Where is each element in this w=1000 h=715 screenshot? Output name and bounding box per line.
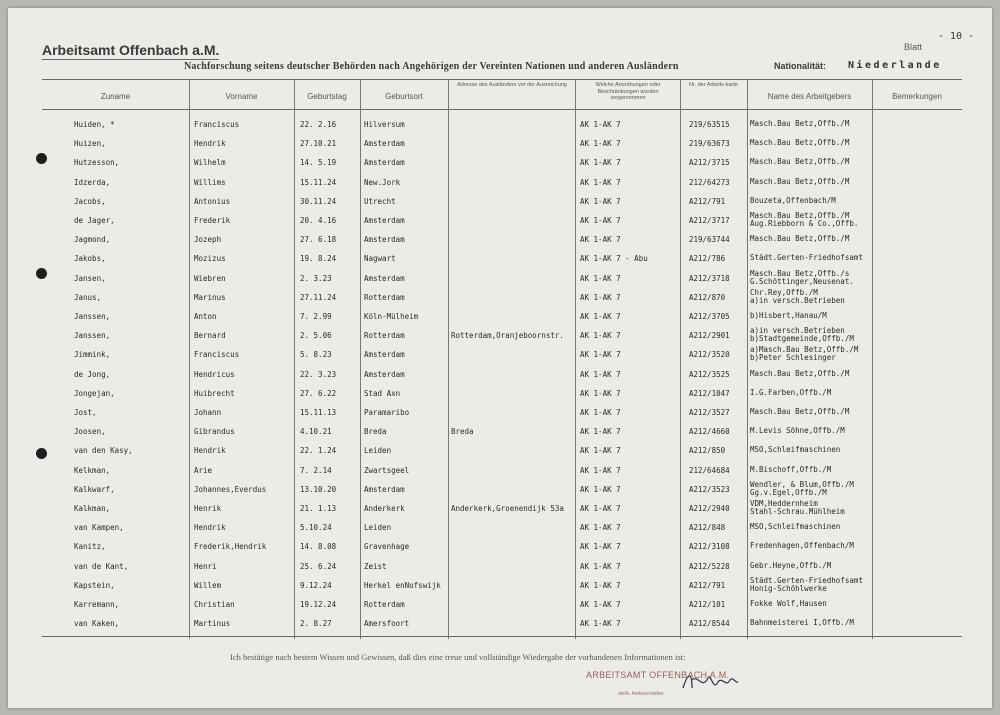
cell-card-number: A212/2940 [689,504,730,513]
cell-employer: Städt.Gerten-Friedhofsamt [750,575,863,585]
cell-measures: AK 1-AK 7 [580,177,621,187]
cell-address: Breda [451,427,474,437]
cell-birthdate: 22. 1.24 [300,446,337,456]
cell-employer: Masch.Bau Betz,Offb./M [750,119,850,128]
cell-measures: AK 1-AK 7 [580,331,621,341]
table-header-border [42,109,962,110]
cell-firstname: Gibrandus [194,427,235,437]
cell-birthplace: Hilversum [364,120,405,129]
cell-firstname: Johann [194,408,222,417]
cell-card-number: A212/4660 [689,427,730,437]
cell-employer: b)Peter Schlesinger [750,353,836,363]
cell-birthdate: 21. 1.13 [300,504,337,513]
cell-employer: Masch.Bau Betz,Offb./M [750,368,850,378]
cell-employer: Städt.Gerten-Friedhofsamt [750,253,863,263]
cell-card-number: A212/3520 [689,350,730,360]
cell-birthplace: Paramaribo [364,408,410,417]
table-bottom-border [42,636,962,637]
cell-birthplace: Amsterdam [364,139,405,149]
cell-surname: Jacobs, [74,196,106,206]
cell-measures: AK 1-AK 7 [580,465,621,475]
cell-firstname: Wilhelm [194,158,226,168]
cell-firstname: Huibrecht [194,388,235,398]
cell-birthdate: 13.10.20 [300,484,337,494]
cell-surname: Jimmink, [74,350,111,360]
cell-firstname: Marinus [194,292,226,302]
document-title: Nachforschung seitens deutscher Behörden nach Angehörigen der Vereinten Nationen und anderen Ausländern [184,61,679,72]
cell-card-number: A212/791 [689,196,726,206]
cell-card-number: 219/63515 [689,120,730,129]
cell-card-number: A212/786 [689,254,726,264]
cell-surname: de Jong, [74,369,111,379]
cell-birthplace: Amsterdam [364,216,405,225]
cell-employer: a)in versch.Betrieben [750,326,845,336]
cell-employer: b)Hisbert,Hanau/M [750,311,827,320]
cell-measures: AK 1-AK 7 [580,484,621,494]
column-header-employer: Name des Arbeitgebers [767,92,852,101]
cell-birthplace: Rotterdam [364,292,405,302]
cell-birthdate: 30.11.24 [300,196,337,206]
cell-surname: Kalkwarf, [74,484,115,494]
cell-birthdate: 27.10.21 [300,139,337,149]
cell-card-number: A212/8544 [689,619,730,629]
column-header-address: Adresse des Ausländers vor der Ausreichung [457,82,567,88]
certification-text: Ich bestätige nach bestem Wissen und Gewissen, daß dies eine treue und vollständige Wiedergabe der vorhandenen Informationen ist: [230,652,686,662]
column-header-surname: Zuname [100,92,131,101]
cell-birthdate: 9.12.24 [300,580,332,590]
punch-hole [36,153,47,164]
cell-surname: Kanitz, [74,542,106,552]
column-divider [360,79,361,639]
cell-measures: AK 1-AK 7 [580,446,621,456]
cell-birthplace: Anderkerk [364,504,405,513]
cell-birthdate: 15.11.13 [300,408,337,417]
cell-birthdate: 22. 2.16 [300,120,337,129]
cell-birthdate: 19.12.24 [300,600,337,609]
cell-birthdate: 15.11.24 [300,177,337,187]
cell-birthdate: 22. 3.23 [300,369,337,379]
cell-measures: AK 1-AK 7 [580,312,621,321]
cell-birthplace: Leiden [364,523,392,533]
cell-surname: van den Kasy, [74,446,133,456]
cell-birthdate: 25. 6.24 [300,561,337,571]
cell-firstname: Johannes,Everdus [194,484,267,494]
document-page [8,8,992,708]
cell-measures: AK 1-AK 7 [580,120,621,129]
cell-employer: Masch.Bau Betz,Offb./M [750,176,850,186]
cell-employer: Masch.Bau Betz,Offb./M [750,157,850,167]
cell-card-number: A212/3717 [689,216,730,225]
column-header-birthdate: Geburtstag [307,92,347,101]
cell-birthplace: Amsterdam [364,273,405,283]
cell-measures: AK 1-AK 7 [580,523,621,533]
cell-surname: Huiden, * [74,120,115,129]
cell-employer: Masch.Bau Betz,Offb./M [750,234,850,244]
cell-birthplace: Rotterdam [364,331,405,341]
cell-card-number: A212/1047 [689,388,730,398]
cell-employer: M.Bischoff,Offb./M [750,464,832,474]
cell-firstname: Hendricus [194,369,235,379]
cell-measures: AK 1-AK 7 [580,542,621,552]
cell-employer: Honig-Schöhlwerke [750,583,827,593]
cell-surname: Jost, [74,408,97,417]
cell-card-number: A212/850 [689,446,726,456]
cell-measures: AK 1-AK 7 [580,196,621,206]
cell-birthplace: Amsterdam [364,484,405,494]
column-divider [575,79,576,639]
cell-birthplace: Köln-Mülheim [364,312,419,321]
cell-birthdate: 7. 2.99 [300,312,332,321]
cell-employer: Gebr.Heyne,Offb./M [750,560,832,570]
cell-card-number: 212/64273 [689,177,730,187]
cell-employer: Gg.v.Egel,Offb./M [750,487,827,497]
cell-surname: Janssen, [74,331,111,341]
cell-firstname: Frederik [194,216,231,225]
cell-birthplace: Amsterdam [364,350,405,360]
cell-measures: AK 1-AK 7 [580,427,621,437]
cell-employer: Masch.Bau Betz,Offb./M [750,211,850,220]
cell-birthdate: 5. 8.23 [300,350,332,360]
column-divider [448,79,449,639]
cell-card-number: A212/101 [689,600,726,609]
cell-firstname: Wiebren [194,273,226,283]
cell-employer: M.Levis Söhne,Offb./M [750,426,845,436]
cell-employer: a)Masch.Bau Betz,Offb./M [750,345,859,355]
cell-card-number: 219/63744 [689,235,730,245]
column-header-card-number: Nr. der Arbeits-karte [689,82,738,88]
cell-birthplace: Herkel enNofswijk [364,580,441,590]
cell-surname: Janssen, [74,312,111,321]
cell-measures: AK 1-AK 7 [580,292,621,302]
cell-firstname: Frederik,Hendrik [194,542,267,552]
cell-employer: Chr.Rey,Offb./M [750,287,818,297]
cell-measures: AK 1-AK 7 [580,158,621,168]
cell-employer: Stahl-Schrau.Mühlheim [750,507,845,516]
cell-measures: AK 1-AK 7 [580,139,621,149]
cell-card-number: A212/3715 [689,158,730,168]
column-divider [294,79,295,639]
cell-surname: Hutzesson, [74,158,120,168]
cell-birthplace: Leiden [364,446,392,456]
cell-birthplace: Nagwart [364,254,396,264]
cell-birthplace: Rotterdam [364,600,405,609]
column-divider [189,79,190,639]
column-header-measures: Welche Anordnungen oder Beschränkungen wurden vorgenommen [595,82,661,101]
cell-measures: AK 1-AK 7 [580,235,621,245]
cell-surname: Joosen, [74,427,106,437]
cell-firstname: Anton [194,312,217,321]
column-divider [747,79,748,639]
handwritten-signature [680,668,740,696]
cell-firstname: Martinus [194,619,231,629]
cell-birthdate: 27. 6.22 [300,388,337,398]
office-stamp: ARBEITSAMT OFFENBACH A.M. [586,670,730,680]
cell-measures: AK 1-AK 7 [580,504,621,513]
cell-card-number: A212/3523 [689,484,730,494]
cell-birthdate: 2. 3.23 [300,273,332,283]
cell-surname: Kalkman, [74,504,111,513]
column-divider [680,79,681,639]
cell-birthdate: 2. 5.06 [300,331,332,341]
cell-firstname: Willims [194,177,226,187]
cell-card-number: A212/3108 [689,542,730,552]
cell-firstname: Mozizus [194,254,226,264]
cell-surname: van Kampen, [74,523,124,533]
nationality-value: Niederlande [848,60,942,71]
cell-card-number: A212/3718 [689,273,730,283]
cell-employer: Masch.Bau Betz,Offb./M [750,138,850,148]
cell-firstname: Hendrik [194,139,226,149]
cell-firstname: Willem [194,580,222,590]
cell-card-number: A212/2901 [689,331,730,341]
cell-employer: a)in versch.Betrieben [750,295,845,305]
cell-birthdate: 27. 6.18 [300,235,337,245]
cell-birthdate: 14. 5.19 [300,158,337,168]
cell-birthplace: Breda [364,427,387,437]
cell-birthplace: New.Jork [364,177,401,187]
cell-firstname: Christian [194,600,235,609]
cell-employer: Wendler, & Blum,Offb./M [750,479,854,489]
cell-card-number: 212/64684 [689,465,730,475]
cell-birthplace: Zwartsgeel [364,465,410,475]
cell-employer: Fokke Wolf,Hausen [750,599,827,608]
cell-firstname: Antonius [194,196,231,206]
cell-birthdate: 2. 8.27 [300,619,332,629]
cell-employer: MSO,Schleifmaschinen [750,445,841,455]
cell-firstname: Franciscus [194,120,240,129]
cell-employer: Masch.Bau Betz,Offb./M [750,407,850,416]
cell-birthplace: Amsterdam [364,158,405,168]
table-top-border [42,79,962,80]
sheet-label: Blatt [904,42,923,52]
cell-birthdate: 4.10.21 [300,427,332,437]
sheet-number: - 10 - [938,31,975,42]
cell-surname: van de Kant, [74,561,129,571]
cell-firstname: Jozeph [194,235,222,245]
cell-employer: Masch.Bau Betz,Offb./s [750,268,850,278]
cell-surname: Kelkman, [74,465,111,475]
column-header-remarks: Bemerkungen [892,92,942,101]
nationality-label: Nationalität: [774,61,827,71]
cell-firstname: Arie [194,465,213,475]
cell-card-number: A212/3527 [689,408,730,417]
cell-employer: MSO,Schleifmaschinen [750,522,841,532]
cell-employer: I.G.Farben,Offb./M [750,387,832,397]
cell-measures: AK 1-AK 7 [580,408,621,417]
cell-measures: AK 1-AK 7 [580,216,621,225]
cell-employer: Bahnmeisterei I,Offb./M [750,618,854,628]
cell-firstname: Henrik [194,504,222,513]
cell-surname: Jansen, [74,273,106,283]
cell-card-number: A212/870 [689,292,726,302]
cell-measures: AK 1-AK 7 - Abu [580,254,648,264]
cell-birthplace: Gravenhage [364,542,410,552]
punch-hole [36,268,47,279]
cell-surname: de Jager, [74,216,115,225]
cell-birthdate: 27.11.24 [300,292,337,302]
column-divider [872,79,873,639]
cell-birthdate: 5.10.24 [300,523,332,533]
cell-birthplace: Amsterdam [364,369,405,379]
cell-birthplace: Amsterdam [364,235,405,245]
cell-surname: Kapstein, [74,580,115,590]
cell-employer: Aug.Riebborn & Co.,Offb. [750,219,859,228]
cell-surname: Janus, [74,292,102,302]
cell-measures: AK 1-AK 7 [580,369,621,379]
cell-card-number: A212/5228 [689,561,730,571]
cell-card-number: 219/63673 [689,139,730,149]
cell-employer: Bouzeta,Offenbach/M [750,195,836,205]
cell-birthdate: 7. 2.14 [300,465,332,475]
cell-employer: b)Stadtgemeinde,Offb./M [750,334,854,344]
cell-card-number: A212/848 [689,523,726,533]
cell-surname: Huizen, [74,139,106,149]
stamp-subtext: stellv. Amtsvorsteher [618,691,664,697]
cell-birthplace: Utrecht [364,196,396,206]
cell-firstname: Hendrik [194,446,226,456]
cell-measures: AK 1-AK 7 [580,561,621,571]
cell-measures: AK 1-AK 7 [580,600,621,609]
cell-firstname: Hendrik [194,523,226,533]
office-name: Arbeitsamt Offenbach a.M. [42,42,220,58]
cell-employer: Fredenhagen,Offenbach/M [750,541,854,551]
cell-measures: AK 1-AK 7 [580,273,621,283]
cell-surname: Jongejan, [74,388,115,398]
cell-card-number: A212/791 [689,580,726,590]
cell-surname: van Kaken, [74,619,120,629]
cell-measures: AK 1-AK 7 [580,619,621,629]
cell-card-number: A212/3705 [689,312,730,321]
column-header-firstname: Vorname [225,92,258,101]
cell-surname: Jakobs, [74,254,106,264]
cell-employer: G.Schöttinger,Neusenat. [750,276,854,286]
cell-address: Anderkerk,Groenendijk 53a [451,504,564,513]
cell-surname: Idzerda, [74,177,111,187]
cell-address: Rotterdam,Oranjeboornstr. [451,331,564,341]
cell-firstname: Franciscus [194,350,240,360]
cell-measures: AK 1-AK 7 [580,350,621,360]
cell-birthplace: Amersfoort [364,619,410,629]
punch-hole [36,448,47,459]
cell-card-number: A212/3525 [689,369,730,379]
column-header-birthplace: Geburtsort [385,92,423,101]
cell-birthplace: Stad Axn [364,388,401,398]
cell-measures: AK 1-AK 7 [580,388,621,398]
cell-firstname: Henri [194,561,217,571]
cell-surname: Jagmond, [74,235,111,245]
cell-birthdate: 19. 8.24 [300,254,337,264]
cell-surname: Karremann, [74,600,120,609]
cell-birthplace: Zeist [364,561,387,571]
cell-birthdate: 20. 4.16 [300,216,337,225]
cell-firstname: Bernard [194,331,226,341]
cell-birthdate: 14. 8.08 [300,542,337,552]
cell-measures: AK 1-AK 7 [580,580,621,590]
cell-employer: VDM,Heddernheim [750,499,818,508]
